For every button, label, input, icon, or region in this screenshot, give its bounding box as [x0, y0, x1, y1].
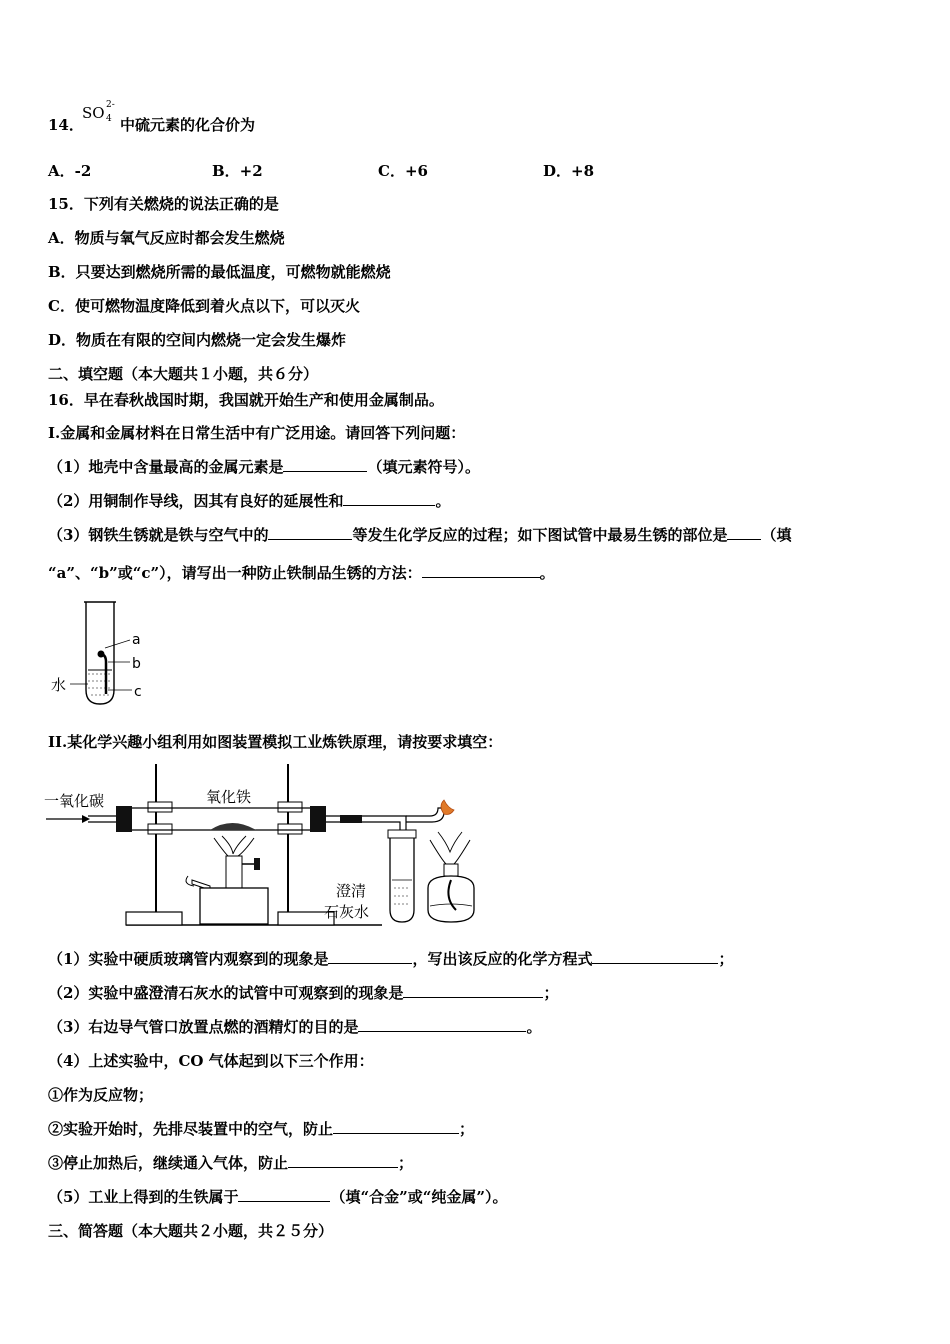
- q16-1-3b: “a”、“b”或“c”），请写出一种防止铁制品生锈的方法： 。: [48, 564, 555, 582]
- answer-blank[interactable]: [238, 1187, 330, 1202]
- label-fe2o3: 氧化铁: [206, 788, 252, 806]
- q15-option-a: A．物质与氧气反应时都会发生燃烧: [48, 229, 285, 247]
- label-b: b: [132, 656, 141, 672]
- q16-1-2: （2）用铜制作导线，因其有良好的延展性和 。: [48, 492, 451, 510]
- role-2: ②实验开始时，先排尽装置中的空气，防止 ；: [48, 1120, 475, 1138]
- label-co: 一氧化碳: [44, 792, 105, 810]
- q14-option-d: D．+8: [543, 162, 595, 180]
- answer-blank[interactable]: [358, 1017, 526, 1032]
- answer-blank[interactable]: [727, 525, 761, 540]
- q14-line: [48, 115, 84, 135]
- iron-smelting-apparatus: [42, 760, 512, 930]
- q16-2-2: （2）实验中盛澄清石灰水的试管中可观察到的现象是 ；: [48, 984, 559, 1002]
- q16-2-4: （4）上述实验中，CO 气体起到以下三个作用：: [48, 1052, 374, 1070]
- answer-blank[interactable]: [283, 457, 367, 472]
- q15-option-d: D．物质在有限的空间内燃烧一定会发生爆炸: [48, 331, 347, 349]
- answer-blank[interactable]: [422, 563, 540, 578]
- role-1: ①作为反应物；: [48, 1086, 154, 1104]
- part1-intro: I.金属和金属材料在日常生活中有广泛用途。请回答下列问题：: [48, 424, 466, 442]
- q14-number: 14．: [48, 116, 84, 134]
- q15-stem: 15．下列有关燃烧的说法正确的是: [48, 195, 279, 213]
- q14-text: 中硫元素的化合价为: [120, 116, 256, 134]
- q14-option-b: B．+2: [212, 162, 263, 180]
- section-2-heading: 二、填空题（本大题共１小题，共６分）: [48, 365, 319, 383]
- q14-option-c: C．+6: [378, 162, 428, 180]
- answer-blank[interactable]: [288, 1153, 398, 1168]
- answer-blank[interactable]: [268, 525, 352, 540]
- part2-intro: II.某化学兴趣小组利用如图装置模拟工业炼铁原理，请按要求填空：: [48, 733, 503, 751]
- role-3: ③停止加热后，继续通入气体，防止 ；: [48, 1154, 414, 1172]
- label-c: c: [134, 684, 142, 700]
- label-limewater-2: 石灰水: [324, 903, 370, 921]
- section-3-heading: 三、简答题（本大题共２小题，共２５分）: [48, 1222, 334, 1240]
- q16-1-1: （1）地壳中含量最高的金属元素是 （填元素符号）。: [48, 458, 480, 476]
- answer-blank[interactable]: [403, 983, 543, 998]
- q16-2-3: （3）右边导气管口放置点燃的酒精灯的目的是 。: [48, 1018, 542, 1036]
- answer-blank[interactable]: [343, 491, 435, 506]
- answer-blank[interactable]: [333, 1119, 459, 1134]
- label-water: 水: [51, 676, 67, 694]
- q15-option-b: B．只要达到燃烧所需的最低温度，可燃物就能燃烧: [48, 263, 391, 281]
- answer-blank[interactable]: [328, 949, 412, 964]
- q14-option-a: A．-2: [48, 162, 92, 180]
- q16-2-5: （5）工业上得到的生铁属于 （填“合金”或“纯金属”）。: [48, 1188, 508, 1206]
- label-a: a: [132, 632, 141, 648]
- test-tube-figure: [48, 598, 158, 710]
- sulfate-formula: SO 2- 4: [82, 100, 115, 124]
- label-limewater-1: 澄清: [336, 882, 367, 900]
- q16-stem: 16．早在春秋战国时期，我国就开始生产和使用金属制品。: [48, 391, 444, 409]
- q16-2-1: （1）实验中硬质玻璃管内观察到的现象是 ，写出该反应的化学方程式 ；: [48, 950, 734, 968]
- q15-option-c: C．使可燃物温度降低到着火点以下，可以灭火: [48, 297, 360, 315]
- q16-1-3: （3）钢铁生锈就是铁与空气中的 等发生化学反应的过程；如下图试管中最易生锈的部位是 （填: [48, 526, 792, 544]
- answer-blank[interactable]: [592, 949, 718, 964]
